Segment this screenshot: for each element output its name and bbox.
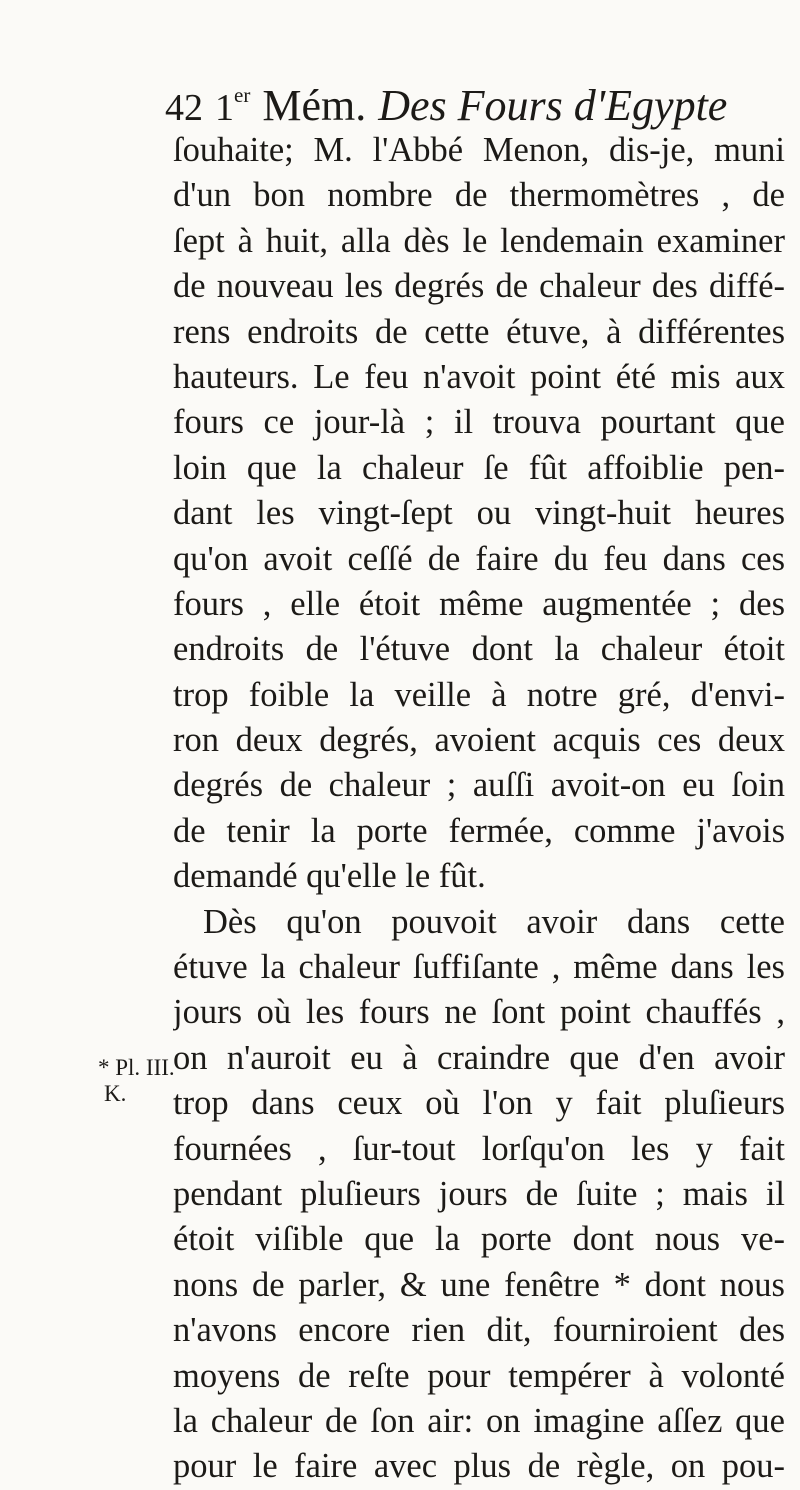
text-line: de tenir la porte fermée, comme j'avois [173, 811, 785, 850]
text-line: fournées , ſur-tout lorſqu'on les y fait [173, 1129, 785, 1168]
text-line: étoit viſible que la porte dont nous ve- [173, 1220, 785, 1259]
text-line: pendant pluſieurs jours de ſuite ; mais il [173, 1174, 785, 1213]
text-line: endroits de l'étuve dont la chaleur étoit [173, 630, 785, 669]
margin-note-figure: K. [104, 1081, 127, 1106]
text-line: jours où les fours ne ſont point chauffés , [173, 993, 785, 1032]
memoir-label: Mém. [262, 81, 367, 130]
memoir-ordinal-suffix: er [234, 83, 251, 107]
text-line: ſouhaite; M. l'Abbé Menon, dis-je, muni [173, 131, 785, 169]
text-line: fours , elle étoit même augmentée ; des [173, 584, 785, 623]
text-line: trop dans ceux où l'on y fait pluſieurs [173, 1084, 785, 1123]
running-header [165, 66, 765, 130]
text-line: étuve la chaleur ſuffiſante , même dans les [173, 948, 785, 987]
text-line: de nouveau les degrés de chaleur des diffé- [173, 267, 785, 306]
text-line: nons de parler, & une fenêtre * dont nous [173, 1265, 785, 1304]
text-line: qu'on avoit ceſſé de faire du feu dans ces [173, 539, 785, 578]
text-line: hauteurs. Le feu n'avoit point été mis aux [173, 357, 785, 396]
text-line: n'avons encore rien dit, fourniroient des [173, 1311, 785, 1350]
text-line: pour le faire avec plus de règle, on pou- [173, 1447, 785, 1486]
text-line: trop foible la veille à notre gré, d'envi- [173, 675, 785, 714]
text-line: rens endroits de cette étuve, à différentes [173, 312, 785, 351]
paragraph-start-line: Dès qu'on pouvoit avoir dans cette [203, 902, 785, 941]
running-title: Des Fours d'Egypte [378, 81, 728, 130]
text-line: la chaleur de ſon air: on imagine aſſez que [173, 1401, 785, 1440]
text-line: ſept à huit, alla dès le lendemain examiner [173, 221, 785, 260]
text-line: loin que la chaleur ſe fût affoiblie pen- [173, 448, 785, 487]
memoir-ordinal [215, 83, 251, 129]
page-number: 42 [165, 87, 203, 129]
margin-note-plate: * Pl. III. [98, 1055, 175, 1080]
text-line: moyens de reſte pour tempérer à volonté [173, 1356, 785, 1395]
margin-note-plate-reference [98, 1055, 174, 1107]
text-line: fours ce jour-là ; il trouva pourtant que [173, 403, 785, 442]
text-line: on n'auroit eu à craindre que d'en avoir [173, 1038, 785, 1077]
text-line: dant les vingt-ſept ou vingt-huit heures [173, 494, 785, 533]
text-line: ron deux degrés, avoient acquis ces deux [173, 721, 785, 760]
text-line: d'un bon nombre de thermomètres , de [173, 176, 785, 215]
paragraph-end-line: demandé qu'elle le fût. [173, 857, 486, 896]
text-line: degrés de chaleur ; auſſi avoit-on eu ſoin [173, 766, 785, 805]
body-text [173, 128, 785, 1490]
memoir-ordinal-number: 1 [215, 87, 234, 129]
